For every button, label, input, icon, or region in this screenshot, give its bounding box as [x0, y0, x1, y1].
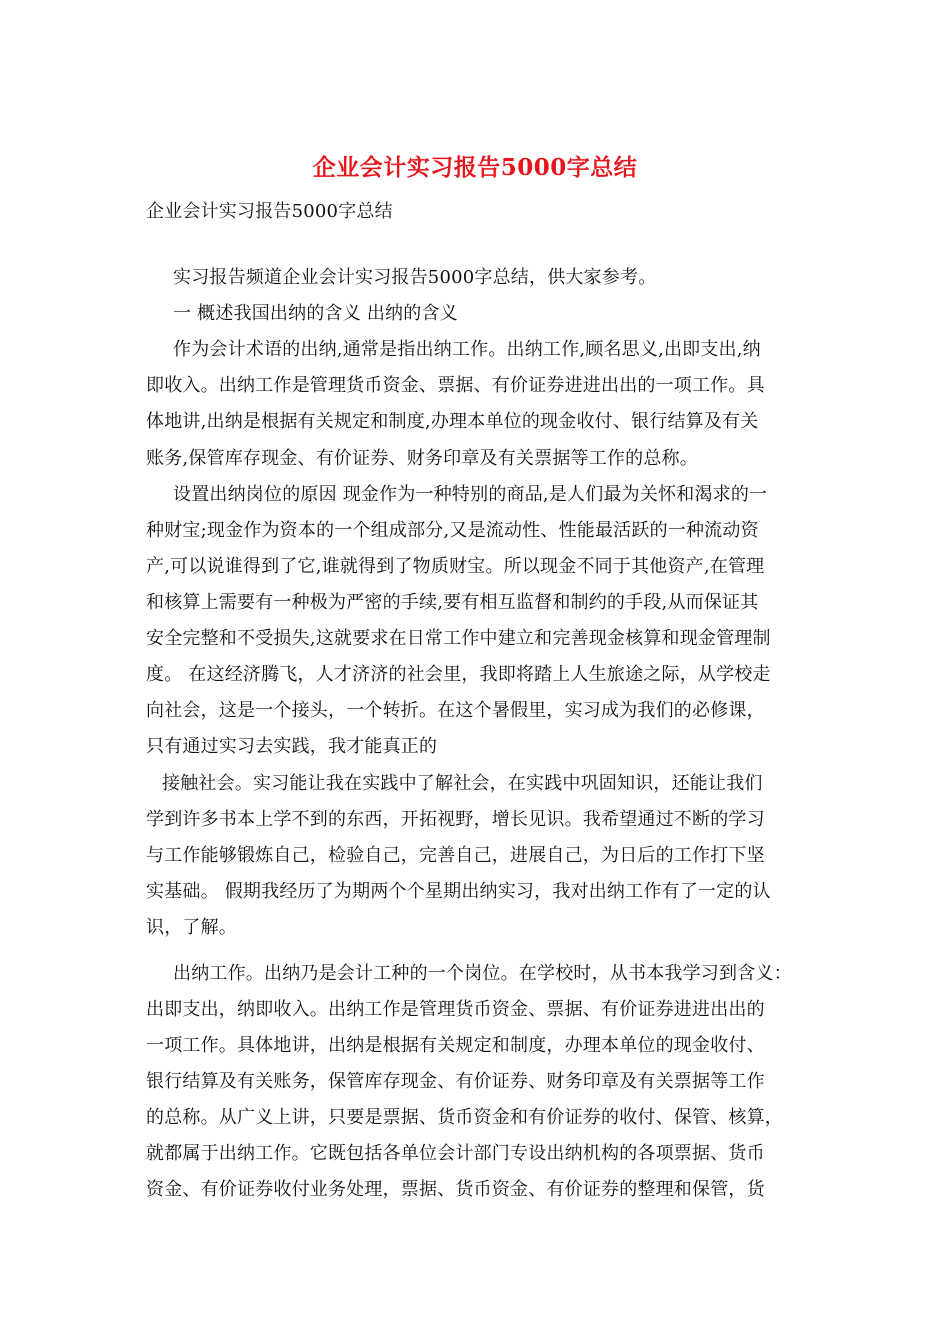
paragraph-line: 安全完整和不受损失,这就要求在日常工作中建立和完善现金核算和现金管理制: [146, 628, 771, 649]
document-title: 企业会计实习报告5000字总结: [312, 154, 638, 181]
paragraph-line: 就都属于出纳工作。它既包括各单位会计部门专设出纳机构的各项票据、货币: [146, 1143, 765, 1164]
paragraph-line: 出即支出，纳即收入。出纳工作是管理货币资金、票据、有价证券进进出出的: [146, 999, 765, 1020]
paragraph-line: 识，了解。: [146, 917, 237, 938]
paragraph-line: 资金、有价证券收付业务处理，票据、货币资金、有价证券的整理和保管，货: [146, 1179, 765, 1200]
paragraph-line: 只有通过实习去实践，我才能真正的: [146, 736, 438, 757]
paragraph-line: 学到许多书本上学不到的东西，开拓视野，增长见识。我希望通过不断的学习: [146, 809, 765, 830]
paragraph-line: 与工作能够锻炼自己，检验自己，完善自己，进展自己，为日后的工作打下坚: [146, 845, 765, 866]
paragraph-line: 作为会计术语的出纳,通常是指出纳工作。出纳工作,顾名思义,出即支出,纳: [173, 339, 761, 360]
section-heading: 一 概述我国出纳的含义 出纳的含义: [173, 303, 458, 324]
paragraph-line: 银行结算及有关账务，保管库存现金、有价证券、财务印章及有关票据等工作: [146, 1071, 765, 1092]
paragraph-line: 度。 在这经济腾飞，人才济济的社会里，我即将踏上人生旅途之际，从学校走: [146, 664, 771, 685]
document-subtitle: 企业会计实习报告5000字总结: [146, 201, 393, 222]
paragraph-line: 账务,保管库存现金、有价证券、财务印章及有关票据等工作的总称。: [146, 448, 698, 469]
paragraph-line: 接触社会。实习能让我在实践中了解社会，在实践中巩固知识，还能让我们: [162, 773, 763, 794]
paragraph-line: 即收入。出纳工作是管理货币资金、票据、有价证券进进出出的一项工作。具: [146, 375, 765, 396]
paragraph-line: 体地讲,出纳是根据有关规定和制度,办理本单位的现金收付、银行结算及有关: [146, 411, 759, 432]
paragraph-line: 实基础。 假期我经历了为期两个个星期出纳实习，我对出纳工作有了一定的认: [146, 881, 771, 902]
paragraph-line: 产,可以说谁得到了它,谁就得到了物质财宝。所以现金不同于其他资产,在管理: [146, 556, 765, 577]
paragraph-line: 和核算上需要有一种极为严密的手续,要有相互监督和制约的手段,从而保证其: [146, 592, 759, 613]
paragraph-line: 出纳工作。出纳乃是会计工种的一个岗位。在学校时，从书本我学习到含义：: [173, 963, 792, 984]
paragraph-line: 的总称。从广义上讲，只要是票据、货币资金和有价证券的收付、保管、核算，: [146, 1107, 783, 1128]
paragraph-line: 向社会，这是一个接头，一个转折。在这个暑假里，实习成为我们的必修课，: [146, 700, 765, 721]
paragraph-line: 实习报告频道企业会计实习报告5000字总结，供大家参考。: [173, 267, 657, 288]
paragraph-line: 设置出纳岗位的原因 现金作为一种特别的商品,是人们最为关怀和渴求的一: [173, 484, 768, 505]
paragraph-line: 一项工作。具体地讲，出纳是根据有关规定和制度，办理本单位的现金收付、: [146, 1035, 765, 1056]
paragraph-line: 种财宝;现金作为资本的一个组成部分,又是流动性、性能最活跃的一种流动资: [146, 520, 759, 541]
